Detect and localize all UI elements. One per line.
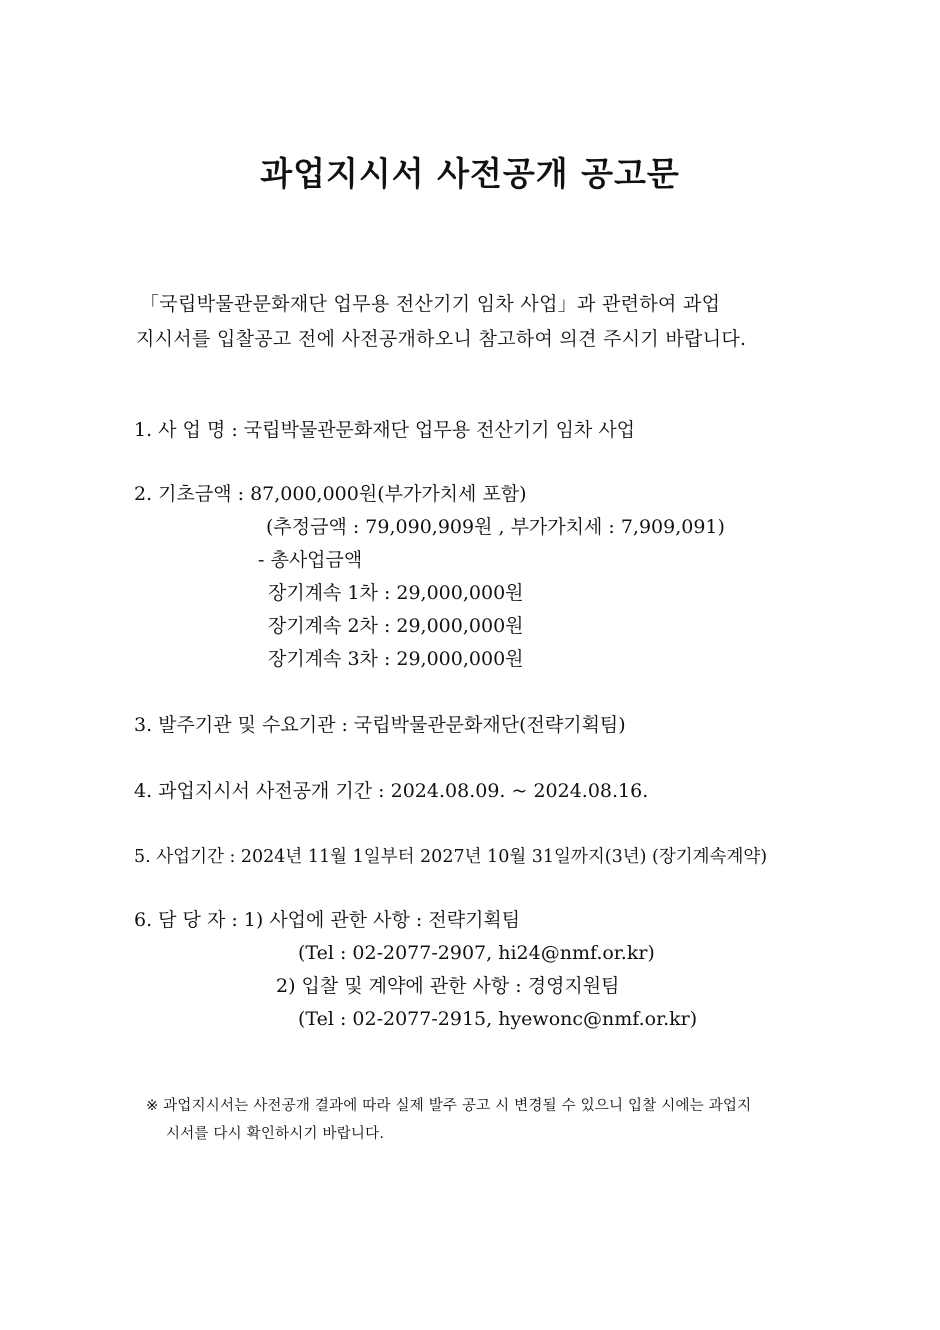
item-contact-2: 2) 입찰 및 계약에 관한 사항 : 경영지원팀 — [276, 975, 620, 997]
item-contact-2-detail: (Tel : 02-2077-2915, hyewonc@nmf.or.kr) — [298, 1008, 698, 1030]
item-estimated-amount: (추정금액 : 79,090,909원 , 부가가치세 : 7,909,091) — [266, 516, 725, 538]
note-line-1: ※ 과업지시서는 사전공개 결과에 따라 실제 발주 공고 시 변경될 수 있으니 입찰 시에는 과업지 — [146, 1098, 752, 1114]
item-project-name: 1. 사 업 명 : 국립박물관문화재단 업무용 전산기기 임차 사업 — [134, 419, 636, 441]
item-total-label: - 총사업금액 — [258, 549, 363, 571]
page-title: 과업지시서 사전공개 공고문 — [260, 154, 680, 193]
item-contact-1: 6. 담 당 자 : 1) 사업에 관한 사항 : 전략기획팀 — [134, 909, 521, 931]
item-base-amount: 2. 기초금액 : 87,000,000원(부가가치세 포함) — [134, 483, 527, 505]
note-line-2: 시서를 다시 확인하시기 바랍니다. — [166, 1126, 385, 1142]
intro-line-1: 「국립박물관문화재단 업무용 전산기기 임차 사업」과 관련하여 과업 — [140, 293, 721, 315]
item-disclosure-period: 4. 과업지시서 사전공개 기간 : 2024.08.09. ~ 2024.08.16. — [134, 780, 649, 802]
item-ordering-agency: 3. 발주기관 및 수요기관 : 국립박물관문화재단(전략기획팀) — [134, 714, 626, 736]
installment-1: 장기계속 1차 : 29,000,000원 — [268, 582, 524, 604]
item-contact-1-detail: (Tel : 02-2077-2907, hi24@nmf.or.kr) — [298, 942, 655, 964]
intro-line-2: 지시서를 입찰공고 전에 사전공개하오니 참고하여 의견 주시기 바랍니다. — [136, 328, 747, 350]
installment-2: 장기계속 2차 : 29,000,000원 — [268, 615, 524, 637]
installment-3: 장기계속 3차 : 29,000,000원 — [268, 648, 524, 670]
item-project-period: 5. 사업기간 : 2024년 11월 1일부터 2027년 10월 31일까지(3년) (장기계속계약) — [134, 847, 768, 867]
